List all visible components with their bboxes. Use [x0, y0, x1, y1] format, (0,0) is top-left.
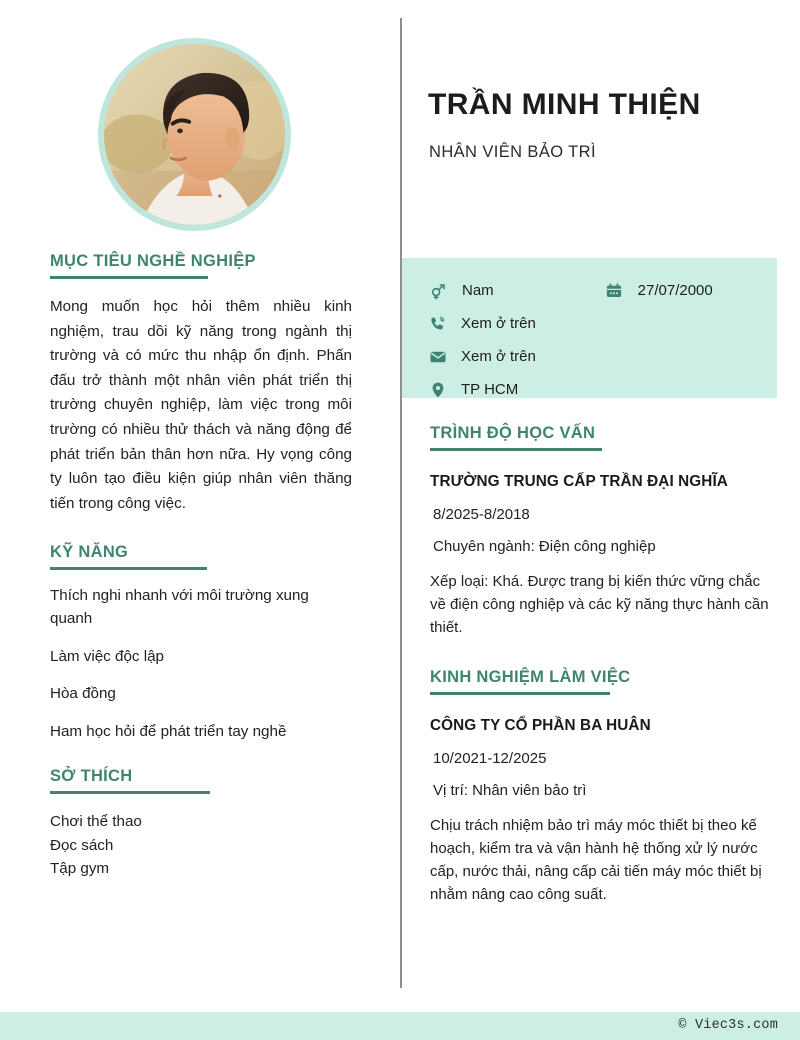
list-item: Ham học hỏi để phát triển tay nghề: [50, 722, 287, 740]
column-divider: [400, 18, 402, 988]
hobbies-underline: [50, 791, 210, 794]
contact-gender-value: Nam: [462, 282, 494, 299]
list-item: Thích nghi nhanh với môi trường xung quanh: [50, 586, 309, 628]
education-description: Xếp loại: Khá. Được trang bị kiến thức vững chắc về điện công nghiệp và các kỹ năng thực hành cần thiết.: [430, 572, 769, 637]
contact-phone-value: Xem ở trên: [461, 315, 536, 332]
list-item: Hòa đồng: [50, 685, 116, 703]
contact-info-box: [402, 258, 777, 398]
education-major: Chuyên ngành: Điện công nghiệp: [433, 537, 656, 555]
contact-row: [428, 373, 777, 406]
objective-section: [50, 252, 352, 517]
contact-location-value: TP HCM: [461, 381, 519, 398]
education-heading: TRÌNH ĐỘ HỌC VẤN: [430, 424, 596, 442]
education-section: [430, 424, 770, 640]
email-icon: [428, 347, 448, 367]
avatar: [98, 38, 291, 231]
hobbies-section: [50, 767, 352, 880]
contact-row: [428, 307, 777, 340]
skills-heading: KỸ NĂNG: [50, 542, 129, 561]
hobbies-list: [50, 810, 352, 880]
contact-email: [428, 347, 536, 367]
experience-period: 10/2021-12/2025: [433, 749, 547, 767]
experience-position: Vị trí: Nhân viên bảo trì: [433, 781, 587, 799]
contact-phone: [428, 314, 536, 334]
spacer: [50, 517, 352, 543]
phone-icon: [428, 314, 448, 334]
list-item: Chơi thể thao: [50, 813, 142, 831]
skills-list: [50, 584, 352, 744]
contact-birthdate-value: 27/07/2000: [637, 282, 713, 299]
hobbies-heading: SỞ THÍCH: [50, 767, 133, 786]
footer-bar: [0, 1012, 800, 1040]
page-title: TRẦN MINH THIỆN: [428, 88, 701, 121]
calendar-icon: [604, 281, 624, 301]
skills-underline: [50, 567, 207, 570]
objective-text: Mong muốn học hỏi thêm nhiều kinh nghiệm, trau dồi kỹ năng trong ngành thị trường và có mức thu nhập ổn định. Phấn đấu trở thành một nhân viên phát triển thị trường chuyên nghiệp, làm việc trong môi trường có nhiều thử thách và năng động để phát triển bản thân hơn nữa. Hy vọng công ty luôn tạo điều kiện giúp nhân viên thăng tiến trong công việc.: [50, 297, 352, 512]
left-column: [0, 0, 400, 1012]
objective-underline: [50, 276, 208, 279]
spacer: [50, 743, 352, 767]
right-content: [430, 424, 770, 907]
contact-location: [428, 380, 518, 400]
list-item: Làm việc độc lập: [50, 647, 164, 665]
left-content: [50, 252, 352, 880]
contact-email-value: Xem ở trên: [461, 348, 536, 365]
copyright-text: © Viec3s.com: [678, 1018, 778, 1033]
contact-gender: [428, 281, 494, 301]
contact-row: [428, 340, 777, 373]
job-title: NHÂN VIÊN BẢO TRÌ: [429, 143, 596, 161]
skills-section: [50, 543, 352, 744]
contact-row: [428, 274, 777, 307]
contact-birthdate: [604, 281, 713, 301]
objective-heading: MỤC TIÊU NGHỀ NGHIỆP: [50, 252, 256, 270]
portrait-photo: [104, 44, 285, 225]
experience-description: Chịu trách nhiệm bảo trì máy móc thiết bị theo kế hoạch, kiểm tra và vận hành hệ thống xử lý nước cấp, nước thải, nâng cấp cải tiến máy móc thiết bị nhằm nâng cao công suất.: [430, 816, 762, 904]
education-period: 8/2025-8/2018: [433, 505, 530, 523]
list-item: Đọc sách: [50, 836, 114, 854]
location-icon: [428, 380, 448, 400]
gender-icon: [428, 281, 448, 301]
experience-section: [430, 668, 770, 907]
education-underline: [430, 448, 602, 451]
spacer: [430, 640, 770, 668]
list-item: Tập gym: [50, 859, 110, 877]
experience-heading: KINH NGHIỆM LÀM VIỆC: [430, 667, 631, 686]
education-school: TRƯỜNG TRUNG CẤP TRẦN ĐẠI NGHĨA: [430, 472, 728, 490]
experience-company: CÔNG TY CỔ PHẦN BA HUÂN: [430, 716, 651, 734]
experience-underline: [430, 692, 610, 695]
